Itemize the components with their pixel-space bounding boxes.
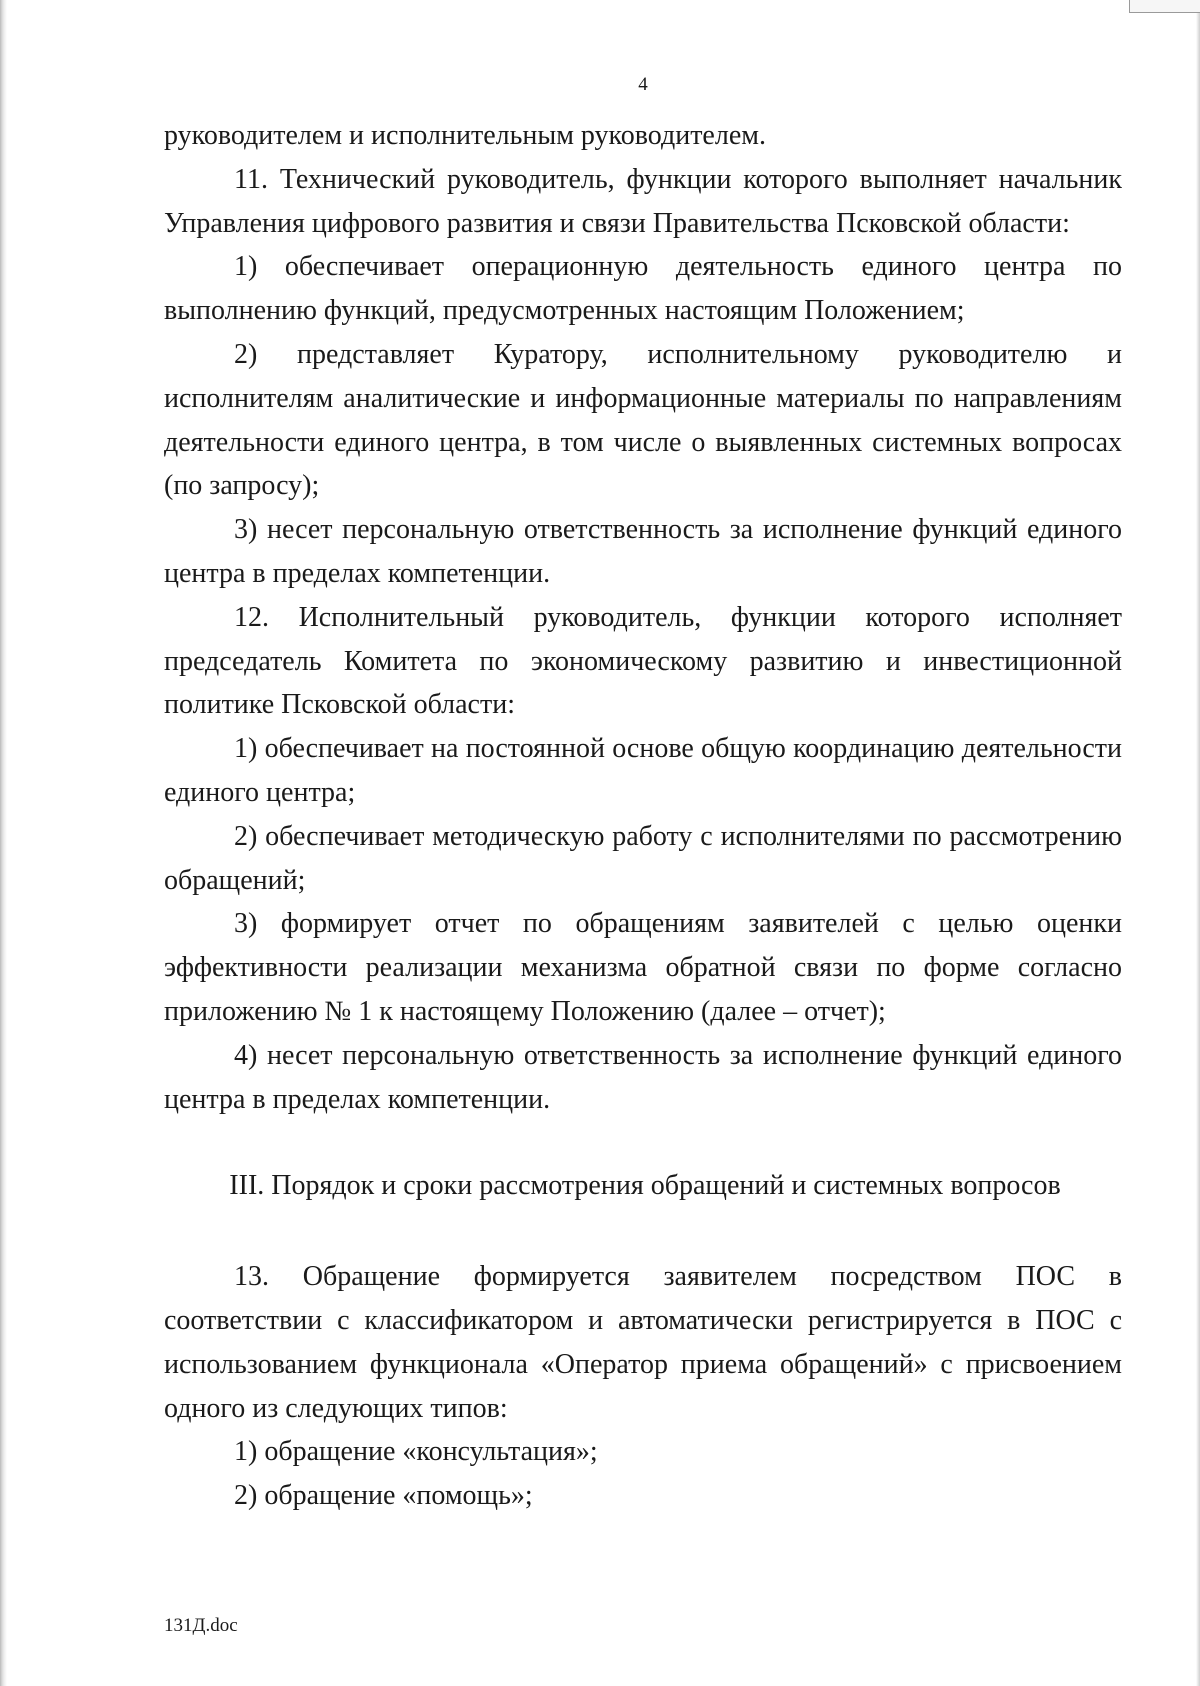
- list-item: 2) обеспечивает методическую работу с исполнителями по рассмотрению обращений;: [164, 820, 1122, 896]
- paragraph: 13. Обращение формируется заявителем посредством ПОС в соответствии с классификатором и автоматически регистрируется в ПОС с использованием функционала «Оператор приема обращений» с присвоением одного из следующих типов:: [164, 1261, 1122, 1424]
- list-item: 2) представляет Куратору, исполнительному руководителю и исполнителям аналитические и информационные материалы по направлениям деятельности единого центра, в том числе о выявленных системных вопросах (по запросу);: [164, 338, 1122, 502]
- scan-edge-left: [0, 0, 7, 1686]
- document-body: [164, 114, 1122, 1518]
- page-number: 4: [638, 74, 648, 95]
- paragraph: 11. Технический руководитель, функции которого выполняет начальник Управления цифрового развития и связи Правительства Псковской области:: [164, 163, 1122, 239]
- list-item: 3) формирует отчет по обращениям заявителей с целью оценки эффективности реализации механизма обратной связи по форме согласно приложению № 1 к настоящему Положению (далее – отчет);: [164, 908, 1122, 1027]
- scan-corner-artifact: [1129, 0, 1200, 13]
- footer-filename: 131Д.doc: [164, 1615, 238, 1636]
- list-item: 1) обеспечивает операционную деятельность единого центра по выполнению функций, предусмотренных настоящим Положением;: [164, 251, 1122, 327]
- paragraph: 12. Исполнительный руководитель, функции которого исполняет председатель Комитета по экономическому развитию и инвестиционной политике Псковской области:: [164, 601, 1122, 721]
- scan-edge-right: [1196, 0, 1200, 1686]
- list-item: 2) обращение «помощь»;: [234, 1480, 533, 1512]
- list-item: 1) обращение «консультация»;: [234, 1436, 598, 1468]
- paragraph: руководителем и исполнительным руководителем.: [164, 120, 766, 151]
- section-heading: III. Порядок и сроки рассмотрения обращений и системных вопросов: [229, 1170, 1061, 1202]
- list-item: 4) несет персональную ответственность за исполнение функций единого центра в пределах компетенции.: [164, 1039, 1122, 1115]
- list-item: 1) обеспечивает на постоянной основе общую координацию деятельности единого центра;: [164, 733, 1122, 808]
- list-item: 3) несет персональную ответственность за исполнение функций единого центра в пределах компетенции.: [164, 514, 1122, 589]
